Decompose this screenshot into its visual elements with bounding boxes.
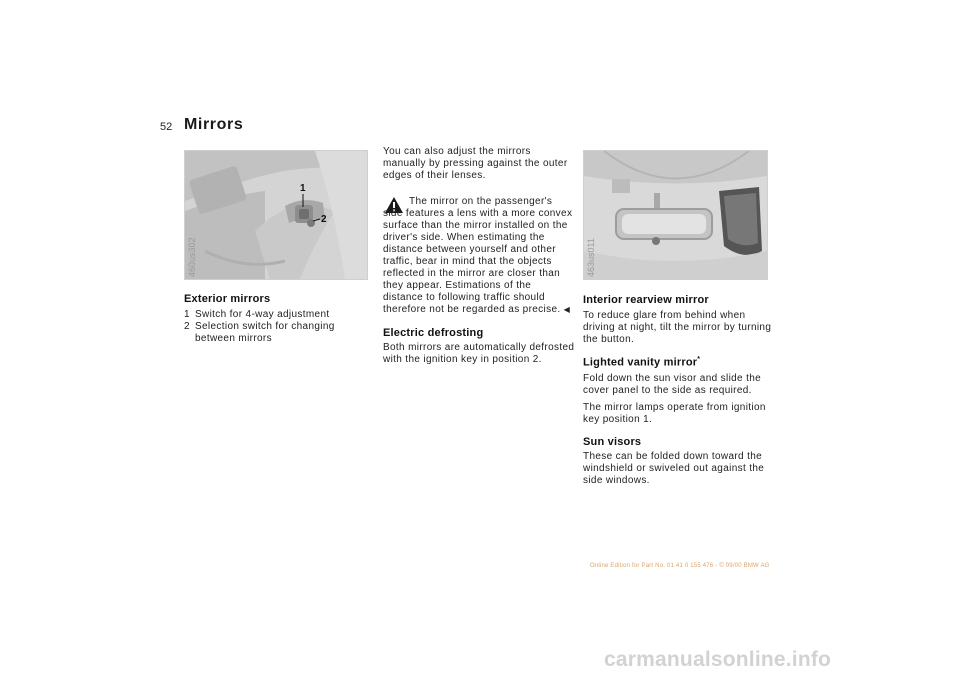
interior-mirror-illustration — [584, 151, 767, 279]
figure-code: 460us302 — [187, 237, 197, 277]
callout-1: 1 — [300, 183, 306, 194]
list-text: Switch for 4-way adjustment — [195, 309, 330, 320]
mirror-switch-figure — [184, 150, 368, 280]
page-number: 52 — [160, 121, 173, 133]
warning-text — [383, 196, 573, 316]
page-title: Mirrors — [184, 116, 244, 133]
end-mark-icon: ◀ — [563, 305, 571, 314]
vanity-paragraph: Fold down the sun visor and slide the cover panel to the side as required. — [583, 373, 762, 396]
list-item — [184, 309, 354, 321]
list-number: 1 — [184, 309, 190, 320]
electric-defrosting-text — [383, 342, 575, 371]
vanity-mirror-heading — [583, 356, 700, 369]
list-item — [184, 321, 354, 345]
sun-visors-paragraph: These can be folded down toward the windshield or swiveled out against the side windows. — [583, 451, 765, 486]
exterior-mirrors-list — [184, 309, 354, 345]
option-asterisk: * — [697, 356, 701, 363]
manual-adjust-text — [383, 146, 573, 187]
interior-mirror-figure — [583, 150, 768, 280]
vanity-mirror-text — [583, 373, 775, 431]
interior-rearview-paragraph: To reduce glare from behind when driving at night, tilt the mirror by turning the button. — [583, 310, 772, 345]
mirror-switch-illustration — [185, 151, 367, 279]
list-text: Selection switch for changing between mirrors — [195, 321, 335, 344]
vanity-paragraph: The mirror lamps operate from ignition key position 1. — [583, 402, 766, 425]
vanity-heading-text: Lighted vanity mirror — [583, 356, 698, 369]
sun-visors-text — [583, 451, 775, 492]
list-number: 2 — [184, 321, 190, 332]
manual-adjust-paragraph: You can also adjust the mirrors manually by pressing against the outer edges of their lenses. — [383, 146, 568, 181]
electric-defrosting-paragraph: Both mirrors are automatically defrosted with the ignition key in position 2. — [383, 342, 575, 365]
warning-paragraph: The mirror on the passenger's side features a lens with a more convex surface than the mirror installed on the driver's side. When estimating the distance between yourself and other traffic, bear in mind that the objects reflected in the mirror are closer than they appear. Estimations of the distance to following traffic should therefore not be regarded as precise. — [383, 196, 573, 315]
sun-visors-heading: Sun visors — [583, 436, 642, 448]
interior-rearview-text — [583, 310, 775, 351]
interior-rearview-heading: Interior rearview mirror — [583, 294, 709, 306]
edition-credit: Online Edition for Part No. 01 41 0 155 476 - © 09/00 BMW AG — [590, 563, 770, 569]
figure-code: 463us011 — [586, 238, 596, 277]
site-watermark: carmanualsonline.info — [604, 648, 832, 671]
electric-defrosting-heading: Electric defrosting — [383, 327, 484, 339]
callout-2: 2 — [321, 214, 327, 225]
exterior-mirrors-heading: Exterior mirrors — [184, 293, 271, 305]
